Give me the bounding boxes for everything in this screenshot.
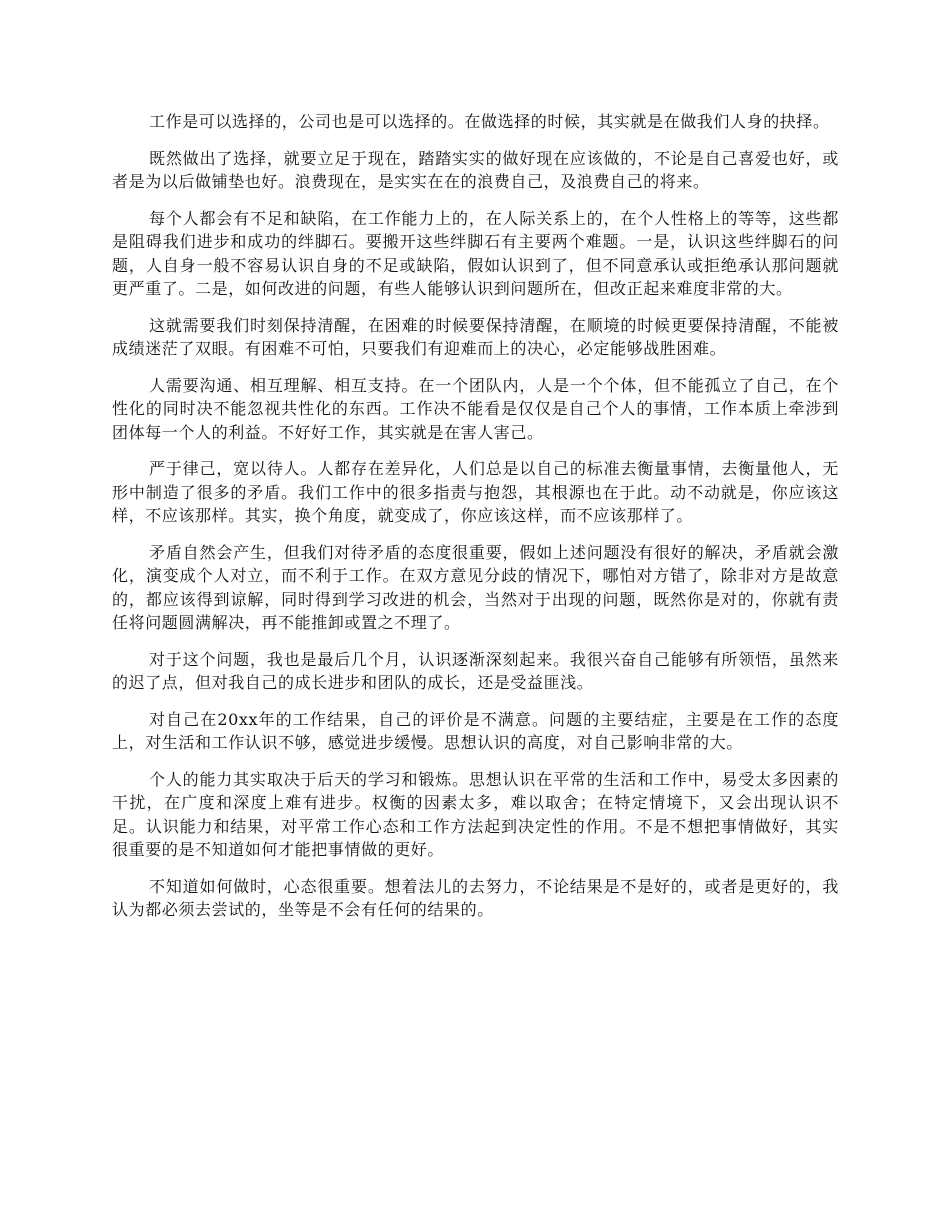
paragraph-2: 既然做出了选择，就要立足于现在，踏踏实实的做好现在应该做的，不论是自己喜爱也好，或者是为以后做铺垫也好。浪费现在，是实实在在的浪费自己，及浪费自己的将来。 xyxy=(112,148,839,191)
paragraph-6: 严于律己，宽以待人。人都存在差异化，人们总是以自己的标准去衡量事情，去衡量他人，无形中制造了很多的矛盾。我们工作中的很多指责与抱怨，其根源也在于此。动不动就是，你应该这样，不应该那样。其实，换个角度，就变成了，你应该这样，而不应该那样了。 xyxy=(112,459,839,525)
paragraph-10: 个人的能力其实取决于后天的学习和锻炼。思想认识在平常的生活和工作中，易受太多因素的干扰，在广度和深度上难有进步。权衡的因素太多，难以取舍；在特定情境下，又会出现认识不足。认识能力和结果，对平常工作心态和工作方法起到决定性的作用。不是不想把事情做好，其实很重要的是不知道如何才能把事情做的更好。 xyxy=(112,769,839,859)
paragraph-11: 不知道如何做时，心态很重要。想着法儿的去努力，不论结果是不是好的，或者是更好的，我认为都必须去尝试的，坐等是不会有任何的结果的。 xyxy=(112,876,839,919)
paragraph-8: 对于这个问题，我也是最后几个月，认识逐渐深刻起来。我很兴奋自己能够有所领悟，虽然来的迟了点，但对我自己的成长进步和团队的成长，还是受益匪浅。 xyxy=(112,649,839,692)
paragraph-4: 这就需要我们时刻保持清醒，在困难的时候要保持清醒，在顺境的时候更要保持清醒，不能被成绩迷茫了双眼。有困难不可怕，只要我们有迎难而上的决心，必定能够战胜困难。 xyxy=(112,315,839,358)
paragraph-1: 工作是可以选择的，公司也是可以选择的。在做选择的时候，其实就是在做我们人身的抉择。 xyxy=(149,112,830,131)
paragraph-5: 人需要沟通、相互理解、相互支持。在一个团队内，人是一个个体，但不能孤立了自己，在个性化的同时决不能忽视共性化的东西。工作决不能看是仅仅是自己个人的事情，工作本质上牵涉到团体每一个人的利益。不好好工作，其实就是在害人害己。 xyxy=(112,375,839,442)
paragraph-7: 矛盾自然会产生，但我们对待矛盾的态度很重要，假如上述问题没有很好的解决，矛盾就会激化，演变成个人对立，而不利于工作。在双方意见分歧的情况下，哪怕对方错了，除非对方是故意的，都应该得到谅解，同时得到学习改进的机会，当然对于出现的问题，既然你是对的，你就有责任将问题圆满解决，再不能推卸或置之不理了。 xyxy=(112,542,839,632)
paragraph-9: 对自己在20xx年的工作结果，自己的评价是不满意。问题的主要结症，主要是在工作的态度上，对生活和工作认识不够，感觉进步缓慢。思想认识的高度，对自己影响非常的大。 xyxy=(112,709,839,752)
document-body xyxy=(112,110,839,935)
paragraph-3: 每个人都会有不足和缺陷，在工作能力上的，在人际关系上的，在个人性格上的等等，这些都是阻碍我们进步和成功的绊脚石。要搬开这些绊脚石有主要两个难题。一是，认识这些绊脚石的问题，人自身一般不容易认识自身的不足或缺陷，假如认识到了，但不同意承认或拒绝承认那问题就更严重了。二是，如何改进的问题，有些人能够认识到问题所在，但改正起来难度非常的大。 xyxy=(112,208,839,298)
